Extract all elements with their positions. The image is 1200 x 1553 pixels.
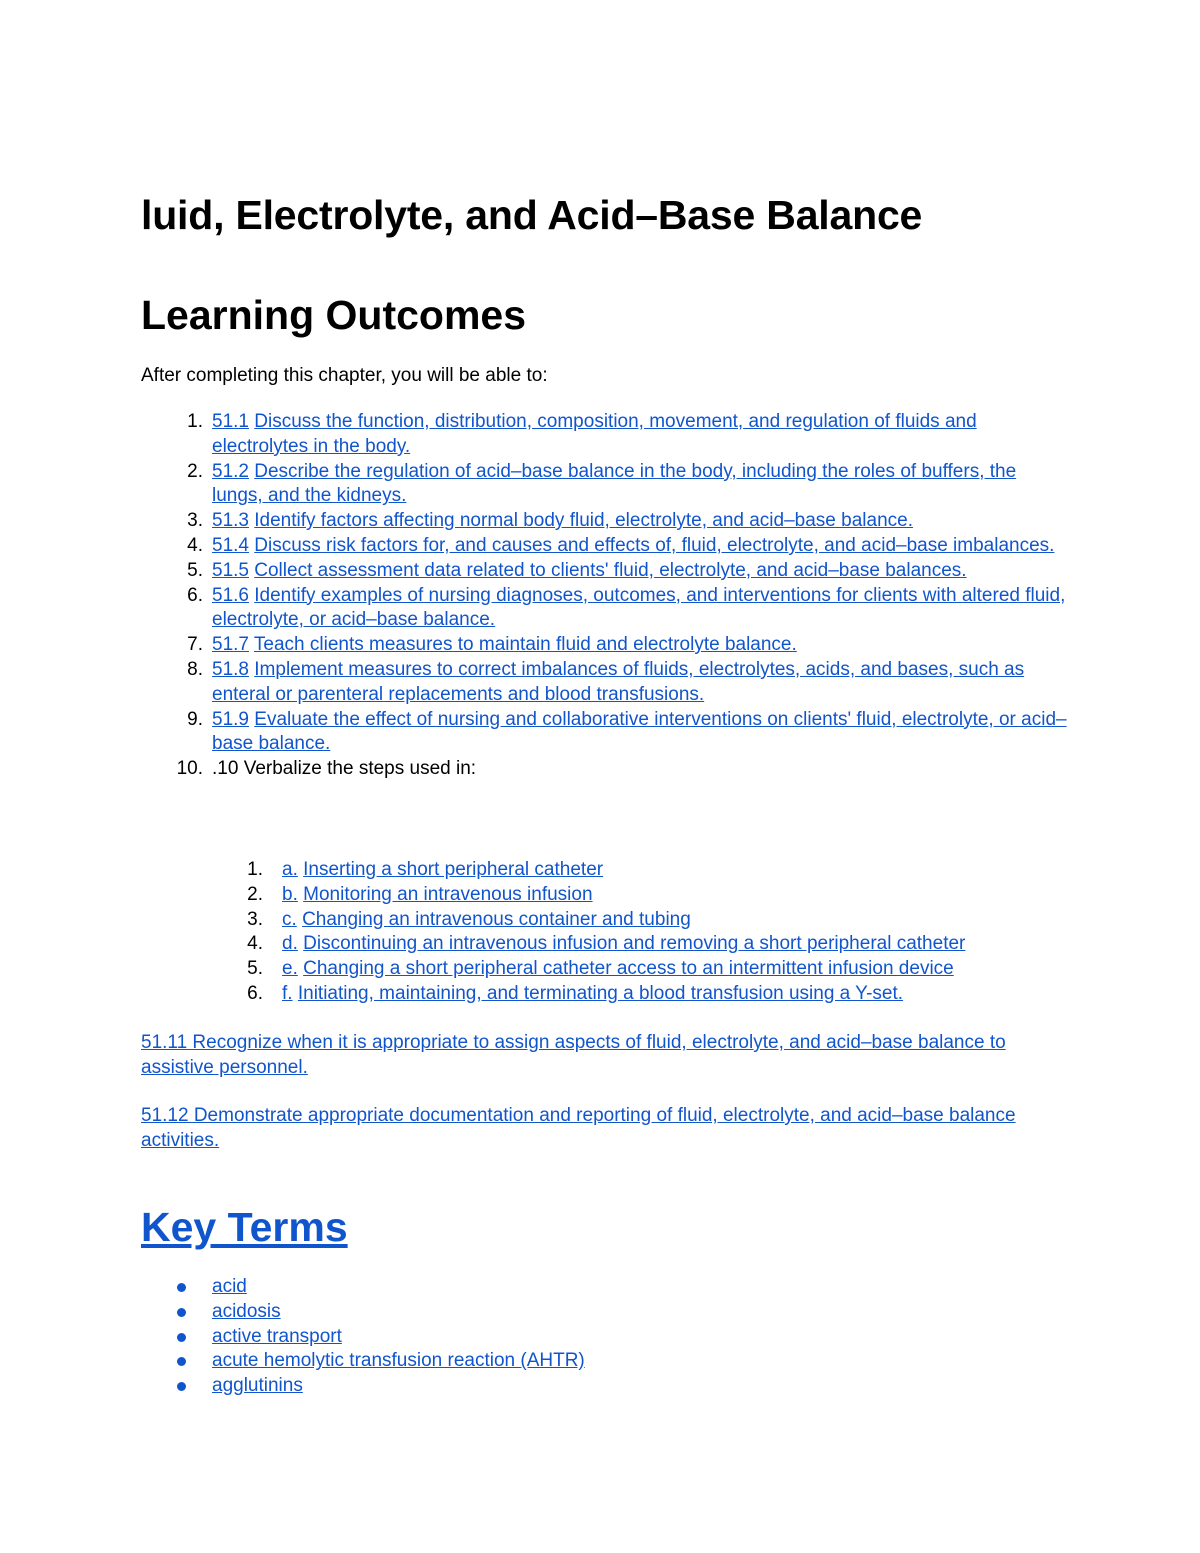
outcome-item [141, 559, 1071, 584]
outcome-text-link[interactable]: Discuss risk factors for, and causes and effects of, fluid, electrolyte, and acid–base imbalances. [254, 534, 1055, 556]
outcome-code-link[interactable]: 51.3 [212, 510, 249, 532]
bullet-icon [177, 1382, 186, 1391]
bullet-icon [177, 1357, 186, 1366]
list-number: 6. [187, 584, 203, 606]
list-number: 4. [247, 933, 263, 955]
key-terms-heading[interactable]: Key Terms [141, 1204, 348, 1250]
outcome-code-link[interactable]: 51.1 [212, 411, 249, 432]
step-item [141, 908, 1071, 933]
outcome-text-link[interactable]: Implement measures to correct imbalances of fluids, electrolytes, acids, and bases, such as enteral or parenteral replacements and blood transfusions. [212, 658, 1025, 705]
key-term-link[interactable]: agglutinins [212, 1375, 303, 1397]
outcome-51-12 [141, 1104, 1071, 1154]
step-text-link[interactable]: Changing an intravenous container and tubing [302, 908, 691, 930]
list-number: 5. [247, 958, 263, 980]
step-text-link[interactable]: Discontinuing an intravenous infusion and removing a short peripheral catheter [303, 933, 966, 955]
document-title: luid, Electrolyte, and Acid–Base Balance [141, 192, 923, 238]
list-number: 2. [187, 460, 203, 482]
outcome-text-link[interactable]: Describe the regulation of acid–base balance in the body, including the roles of buffers, the lungs, and the kidneys. [212, 460, 1017, 507]
step-text-link[interactable]: Inserting a short peripheral catheter [303, 859, 604, 880]
outcome-51-12-link[interactable]: 51.12 Demonstrate appropriate documentation and reporting of fluid, electrolyte, and acid–base balance activities. [141, 1105, 1016, 1151]
step-item [141, 957, 1071, 982]
outcome-51-11 [141, 1031, 1071, 1081]
list-number: 3. [187, 510, 203, 532]
step-letter-link[interactable]: c. [282, 908, 297, 930]
step-text-link[interactable]: Changing a short peripheral catheter access to an intermittent infusion device [303, 958, 954, 980]
list-number: 5. [187, 559, 203, 581]
list-number: 3. [247, 908, 263, 930]
outcome-item [141, 509, 1071, 534]
list-number: 8. [187, 658, 203, 680]
key-term-link[interactable]: acidosis [212, 1300, 281, 1322]
key-term-item [141, 1275, 585, 1300]
outcome-text-link[interactable]: Evaluate the effect of nursing and collaborative interventions on clients' fluid, electrolyte, or acid–base balance. [212, 708, 1067, 755]
key-term-item [141, 1374, 585, 1399]
outcome-item [141, 658, 1071, 708]
outcome-text-link[interactable]: Identify factors affecting normal body fluid, electrolyte, and acid–base balance. [254, 510, 913, 532]
outcome-code-link[interactable]: 51.2 [212, 460, 249, 482]
list-number: 1. [247, 859, 263, 880]
outcome-item [141, 410, 1071, 460]
list-number: 1. [187, 411, 203, 432]
outcome-code-link[interactable]: 51.6 [212, 584, 249, 606]
step-item [141, 932, 1071, 957]
outcome-item [141, 534, 1071, 559]
outcome-code-link[interactable]: 51.4 [212, 534, 249, 556]
outcome-code-link[interactable]: 51.8 [212, 658, 249, 680]
key-term-item [141, 1349, 585, 1374]
bullet-icon [177, 1283, 186, 1292]
outcome-text-link[interactable]: Collect assessment data related to clients' fluid, electrolyte, and acid–base balances. [254, 559, 967, 581]
list-number: 10. [176, 758, 203, 780]
list-number: 4. [187, 534, 203, 556]
step-letter-link[interactable]: f. [282, 982, 293, 1004]
step-letter-link[interactable]: e. [282, 958, 298, 980]
step-item [141, 858, 1071, 883]
steps-sublist [141, 858, 1071, 1007]
key-terms-list [141, 1275, 585, 1399]
bullet-icon [177, 1333, 186, 1342]
step-item [141, 883, 1071, 908]
outcome-code-link[interactable]: 51.7 [212, 634, 249, 656]
outcome-item [141, 584, 1071, 634]
outcome-item [141, 708, 1071, 758]
outcome-code-link[interactable]: 51.9 [212, 708, 249, 730]
step-letter-link[interactable]: b. [282, 883, 298, 905]
outcome-text-link[interactable]: Identify examples of nursing diagnoses, outcomes, and interventions for clients with altered fluid, electrolyte, or acid–base balance. [212, 584, 1066, 631]
key-term-link[interactable]: acute hemolytic transfusion reaction (AHTR) [212, 1350, 585, 1372]
step-letter-link[interactable]: a. [282, 859, 298, 880]
step-item [141, 982, 1071, 1007]
list-number: 7. [187, 634, 203, 656]
key-term-link[interactable]: acid [212, 1276, 247, 1297]
outcome-text-link[interactable]: Teach clients measures to maintain fluid and electrolyte balance. [253, 634, 797, 656]
outcome-item [141, 633, 1071, 658]
outcome-plain-text: .10 Verbalize the steps used in: [212, 758, 477, 780]
key-term-item [141, 1325, 585, 1350]
step-letter-link[interactable]: d. [282, 933, 298, 955]
outcome-item [141, 757, 1071, 782]
list-number: 9. [187, 708, 203, 730]
outcome-text-link[interactable]: Discuss the function, distribution, composition, movement, and regulation of fluids and electrolytes in the body. [212, 411, 977, 457]
outcome-51-11-link[interactable]: 51.11 Recognize when it is appropriate to assign aspects of fluid, electrolyte, and acid–base balance to assistive personnel. [141, 1032, 1006, 1078]
key-term-item [141, 1300, 585, 1325]
outcome-item [141, 460, 1071, 510]
outcome-code-link[interactable]: 51.5 [212, 559, 249, 581]
bullet-icon [177, 1308, 186, 1317]
list-number: 6. [247, 982, 263, 1004]
outcomes-list [141, 410, 1071, 782]
step-text-link[interactable]: Monitoring an intravenous infusion [303, 883, 593, 905]
learning-outcomes-heading: Learning Outcomes [141, 292, 527, 338]
list-number: 2. [247, 883, 263, 905]
key-term-link[interactable]: active transport [212, 1325, 342, 1347]
intro-text: After completing this chapter, you will be able to: [141, 365, 548, 386]
step-text-link[interactable]: Initiating, maintaining, and terminating a blood transfusion using a Y-set. [297, 982, 904, 1004]
